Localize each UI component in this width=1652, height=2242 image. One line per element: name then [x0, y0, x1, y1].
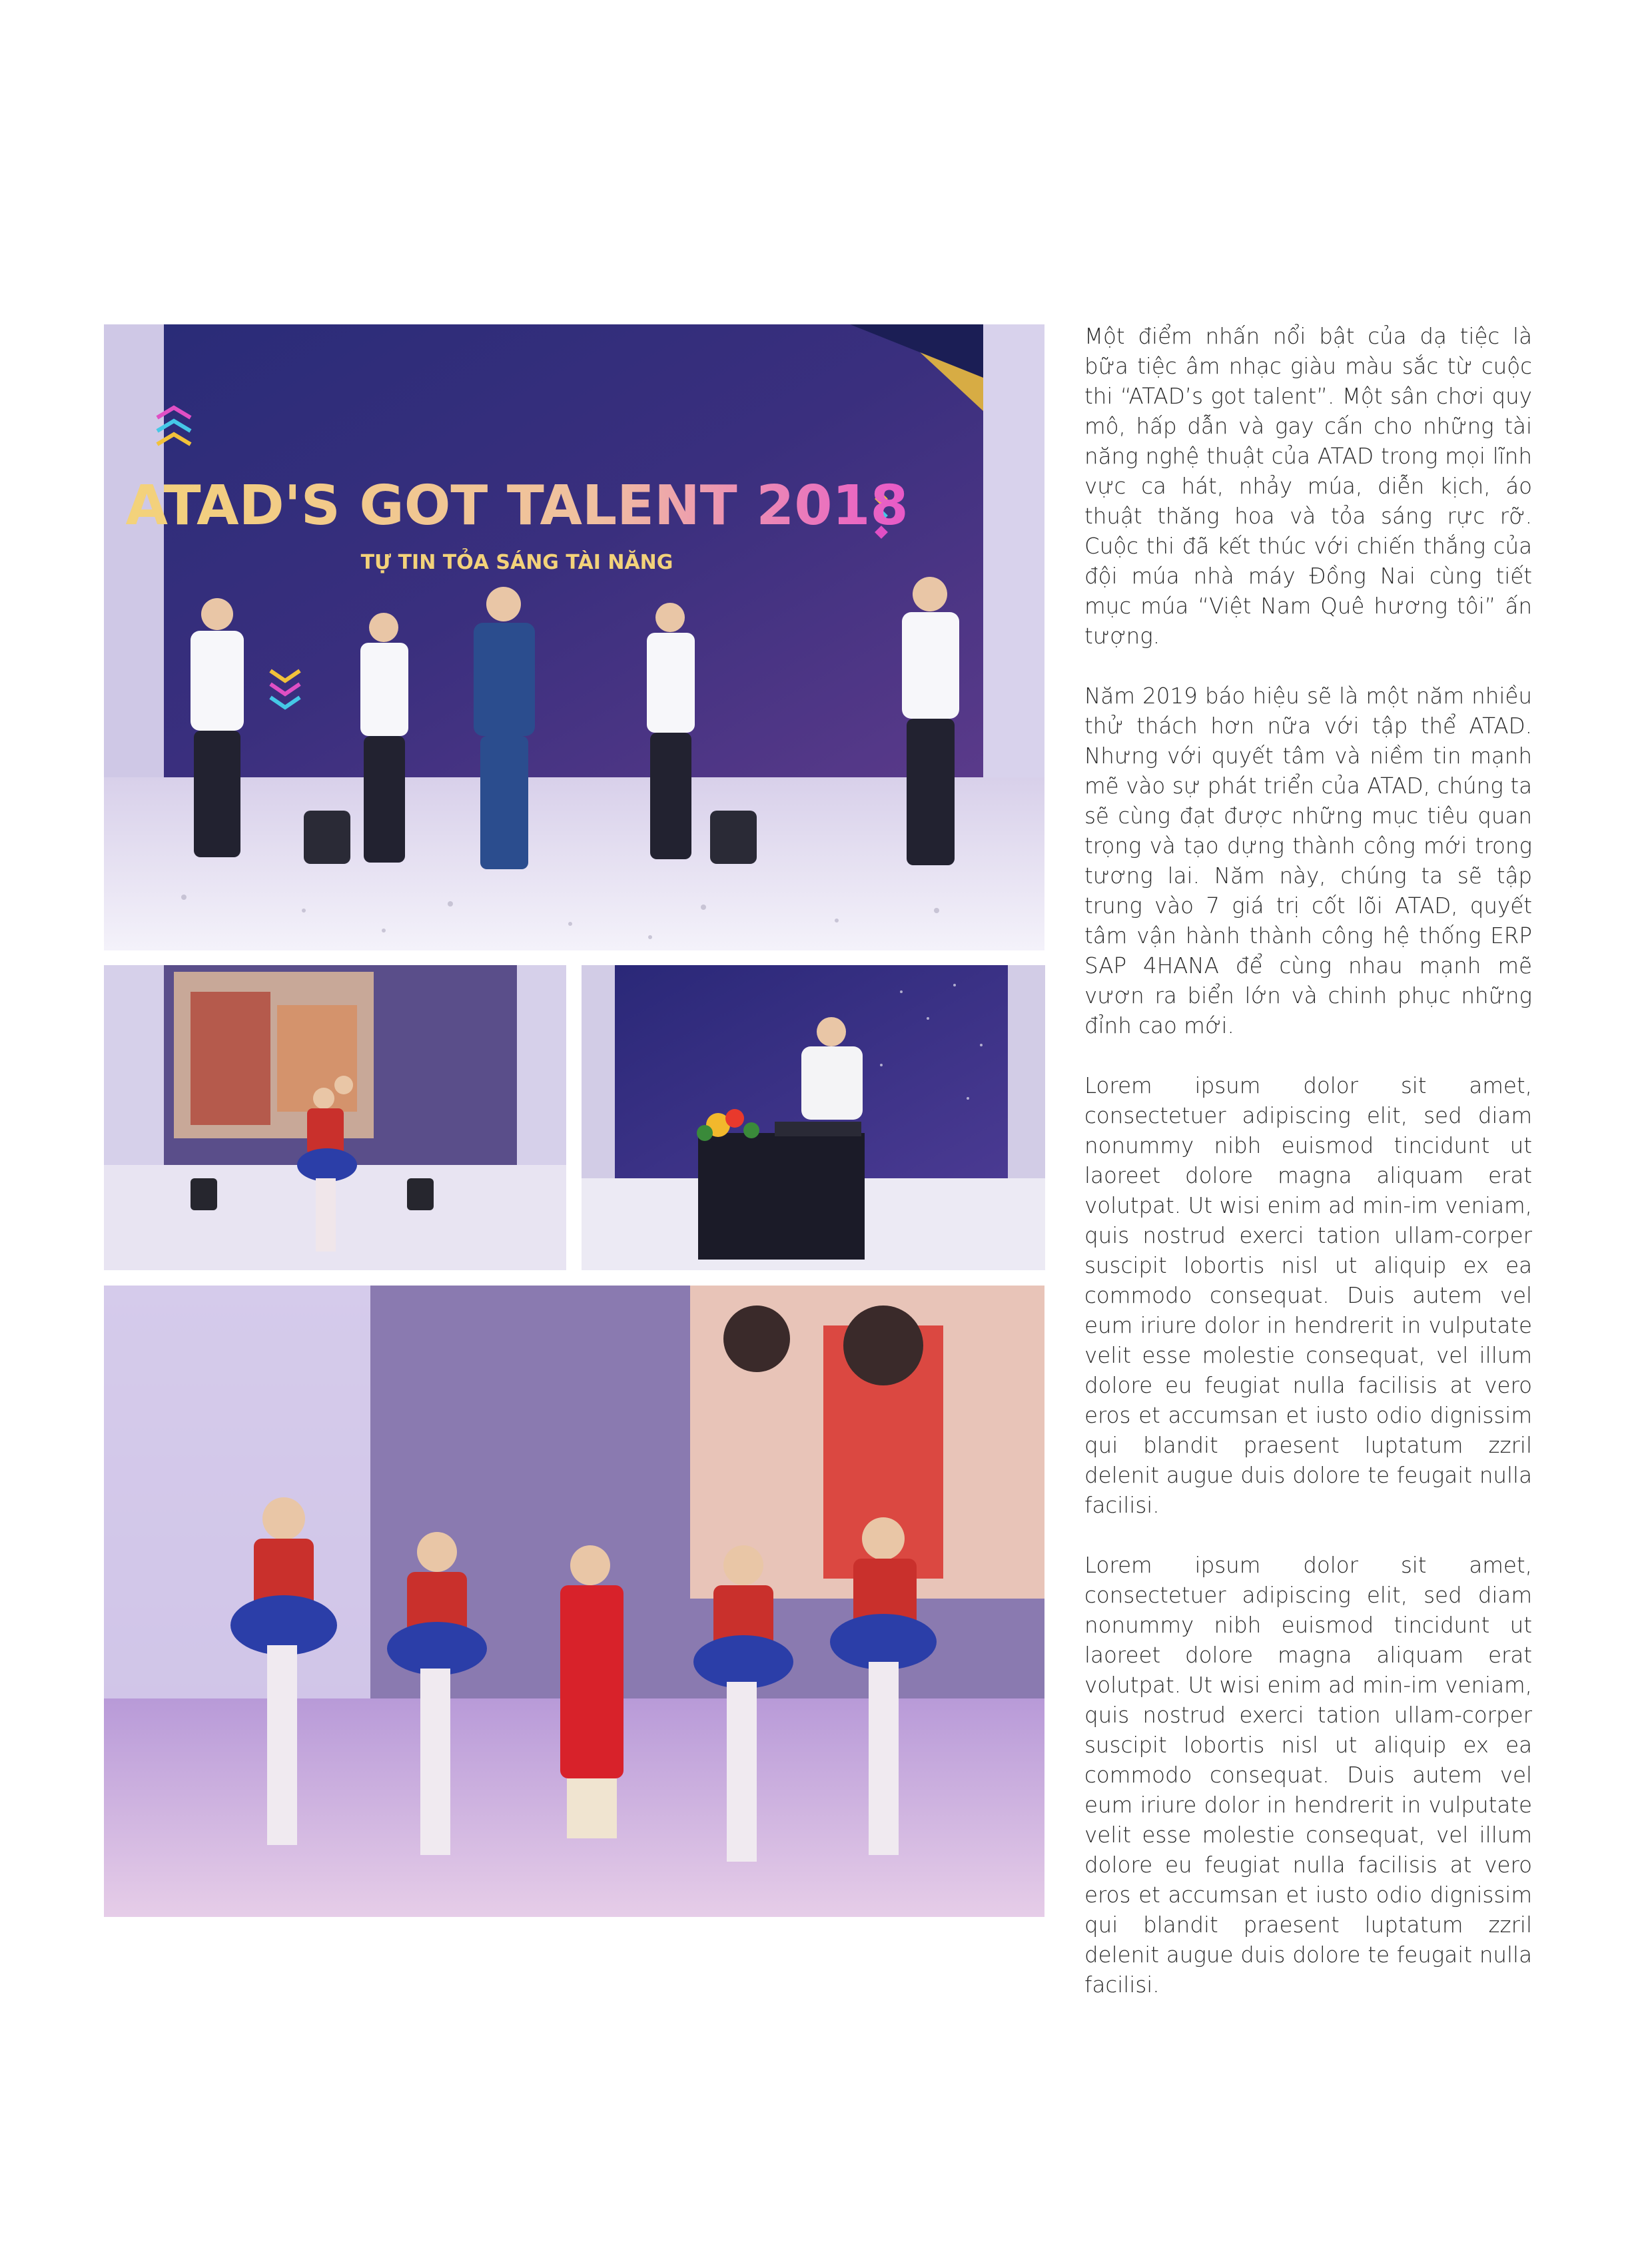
photo-children-performance [104, 1286, 1044, 1917]
article-paragraph-1: Một điểm nhấn nổi bật của dạ tiệc là bữa tiệc âm nhạc giàu màu sắc từ cuộc thi “ATAD’s got talent”. Một sân chơi quy mô, hấp dẫn và gay cấn cho những tài năng nghệ thuật của ATAD trong mọi lĩnh vực ca hát, nhảy múa, diễn kịch, áo thuật thăng hoa và tỏa sáng rực rỡ. Cuộc thi đã kết thúc với chiến thắng của đội múa nhà máy Đồng Nai cùng tiết mục múa “Việt Nam Quê hương tôi” ấn tượng. [1084, 324, 1532, 649]
stage-performance-image [104, 324, 1044, 950]
children-performance-image [104, 1286, 1044, 1917]
article-paragraph-3: Lorem ipsum dolor sit amet, consectetuer adipiscing elit, sed diam nonummy nibh euismod tincidunt ut laoreet dolore magna aliquam erat volutpat. Ut wisi enim ad min-im veniam, quis nostrud exerci tation ullam-corper suscipit lobortis nisl ut aliquip ex ea commodo consequat. Duis autem vel eum iriure dolor in hendrerit in vulputate velit esse molestie consequat, vel illum dolore eu feugiat nulla facilisis at vero eros et accumsan et iusto odio dignissim qui blandit praesent luptatum zzril delenit augue duis dolore te feugait nulla facilisi. [1084, 1073, 1532, 1518]
photo-dj-performance [582, 965, 1045, 1270]
photo-stage-performance [104, 324, 1044, 950]
screen-subtitle: TỰ TIN TỎA SÁNG TÀI NĂNG [360, 551, 673, 574]
article-paragraph-2: Năm 2019 báo hiệu sẽ là một năm nhiều thử thách hơn nữa với tập thể ATAD. Nhưng với quyết tâm và niềm tin mạnh mẽ vào sự phát triển của ATAD, chúng ta sẽ cùng đạt được những mục tiêu quan trọng và tạo dựng thành công mới trong tương lai. Năm này, chúng ta sẽ tập trung vào 7 giá trị cốt lõi ATAD, quyết tâm vận hành thành công hệ thống ERP SAP 4HANA để cùng nhau mạnh mẽ vươn ra biển lớn và chinh phục những đỉnh cao mới. [1084, 683, 1532, 1038]
screen-title: ATAD'S GOT TALENT 2018 [125, 474, 909, 538]
children-dance-small-image [104, 965, 566, 1270]
article-text [1084, 322, 1532, 2030]
article-paragraph-4: Lorem ipsum dolor sit amet, consectetuer adipiscing elit, sed diam nonummy nibh euismod tincidunt ut laoreet dolore magna aliquam erat volutpat. Ut wisi enim ad min-im veniam, quis nostrud exerci tation ullam-corper suscipit lobortis nisl ut aliquip ex ea commodo consequat. Duis autem vel eum iriure dolor in hendrerit in vulputate velit esse molestie consequat, vel illum dolore eu feugiat nulla facilisis at vero eros et accumsan et iusto odio dignissim qui blandit praesent luptatum zzril delenit augue duis dolore te feugait nulla facilisi. [1084, 1553, 1532, 1998]
dj-performance-image [582, 965, 1045, 1270]
photo-children-dance-small [104, 965, 566, 1270]
